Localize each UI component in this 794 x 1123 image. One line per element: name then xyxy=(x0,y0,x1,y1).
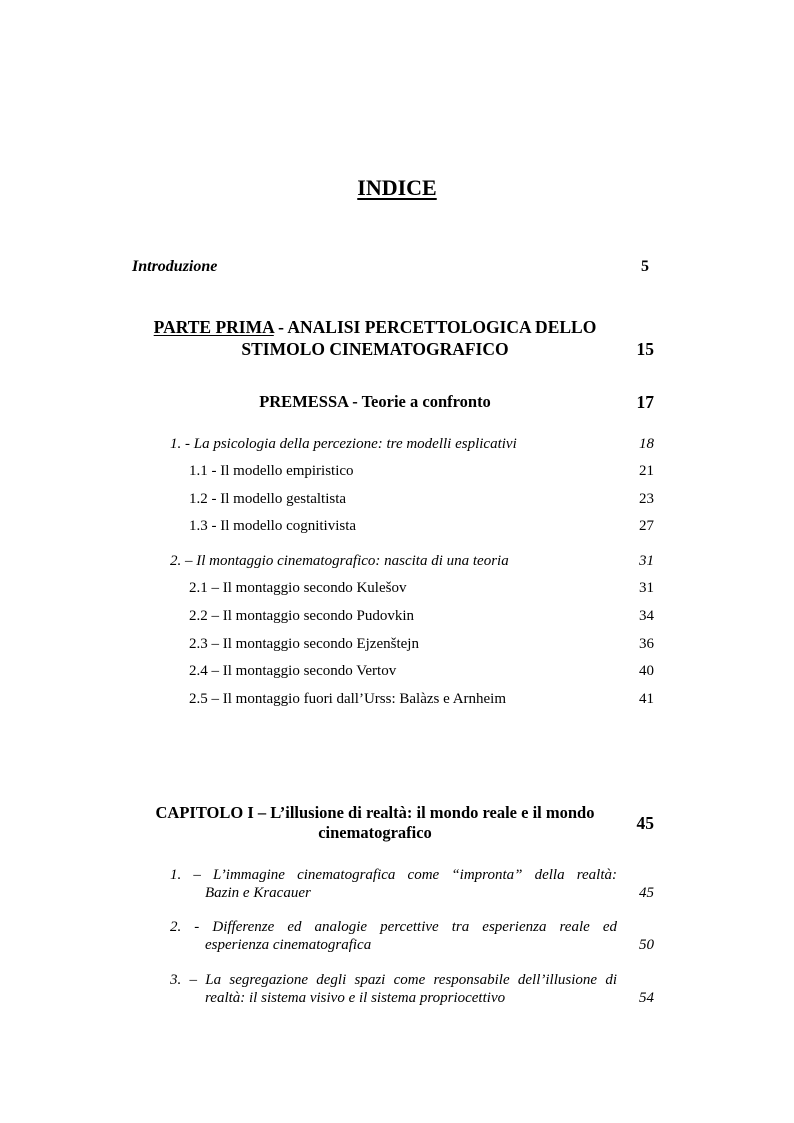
toc-item-1-1-label: 1.1 - Il modello empiristico xyxy=(189,463,354,479)
toc-section2-page: 31 xyxy=(639,553,654,569)
parte-prima-rest: - ANALISI PERCETTOLOGICA DELLO xyxy=(273,317,597,337)
parte-prima-underlined: PARTE PRIMA xyxy=(153,317,274,337)
toc-cap1-entry3-line2: realtà: il sistema visivo e il sistema propriocettivo xyxy=(205,990,506,1006)
toc-premessa-page: 17 xyxy=(636,392,654,412)
toc-cap1-entry3-line1: 3. – La segregazione degli spazi come responsabile dell’illusione di xyxy=(170,972,617,988)
toc-capitolo1-line2: cinematografico xyxy=(318,823,432,842)
toc-parte-prima-line1 xyxy=(132,317,618,338)
toc-cap1-entry2-line2: esperienza cinematografica xyxy=(205,937,372,953)
toc-cap1-entry2-page: 50 xyxy=(639,937,654,953)
toc-cap1-entry1-page: 45 xyxy=(639,885,654,901)
toc-intro-label: Introduzione xyxy=(132,258,218,275)
toc-capitolo1-page: 45 xyxy=(636,813,654,833)
toc-section2-label: 2. – Il montaggio cinematografico: nascita di una teoria xyxy=(170,553,509,569)
toc-item-2-1-label: 2.1 – Il montaggio secondo Kulešov xyxy=(189,580,407,596)
toc-cap1-entry1-line2: Bazin e Kracauer xyxy=(205,885,311,901)
toc-item-1-3-label: 1.3 - Il modello cognitivista xyxy=(189,518,357,534)
toc-parte-prima-page: 15 xyxy=(636,339,654,359)
toc-cap1-entry3-page: 54 xyxy=(639,990,654,1006)
toc-item-2-4-label: 2.4 – Il montaggio secondo Vertov xyxy=(189,663,397,679)
toc-item-2-3-label: 2.3 – Il montaggio secondo Ejzenštejn xyxy=(189,636,419,652)
toc-item-1-1-page: 21 xyxy=(639,463,654,479)
toc-section1-label: 1. - La psicologia della percezione: tre modelli esplicativi xyxy=(170,436,517,452)
page-title: INDICE xyxy=(357,175,437,200)
toc-cap1-entry1-line1: 1. – L’immagine cinematografica come “impronta” della realtà: xyxy=(170,867,617,883)
toc-item-2-2-label: 2.2 – Il montaggio secondo Pudovkin xyxy=(189,608,414,624)
toc-capitolo1-line1: CAPITOLO I – L’illusione di realtà: il mondo reale e il mondo xyxy=(155,803,595,822)
toc-item-2-5-label: 2.5 – Il montaggio fuori dall’Urss: Balàzs e Arnheim xyxy=(189,691,507,707)
toc-item-2-3-page: 36 xyxy=(639,636,654,652)
toc-item-2-2-page: 34 xyxy=(639,608,654,624)
toc-item-1-2-page: 23 xyxy=(639,491,654,507)
toc-item-1-2-label: 1.2 - Il modello gestaltista xyxy=(189,491,347,507)
toc-item-2-4-page: 40 xyxy=(639,663,654,679)
toc-premessa-label: PREMESSA - Teorie a confronto xyxy=(259,392,491,411)
toc-parte-prima-line2: STIMOLO CINEMATOGRAFICO xyxy=(241,339,509,359)
toc-intro-page: 5 xyxy=(641,258,649,275)
toc-section1-page: 18 xyxy=(639,436,654,452)
toc-item-1-3-page: 27 xyxy=(639,518,654,534)
toc-item-2-5-page: 41 xyxy=(639,691,654,707)
toc-item-2-1-page: 31 xyxy=(639,580,654,596)
toc-cap1-entry2-line1: 2. - Differenze ed analogie percettive tra esperienza reale ed xyxy=(170,919,617,935)
